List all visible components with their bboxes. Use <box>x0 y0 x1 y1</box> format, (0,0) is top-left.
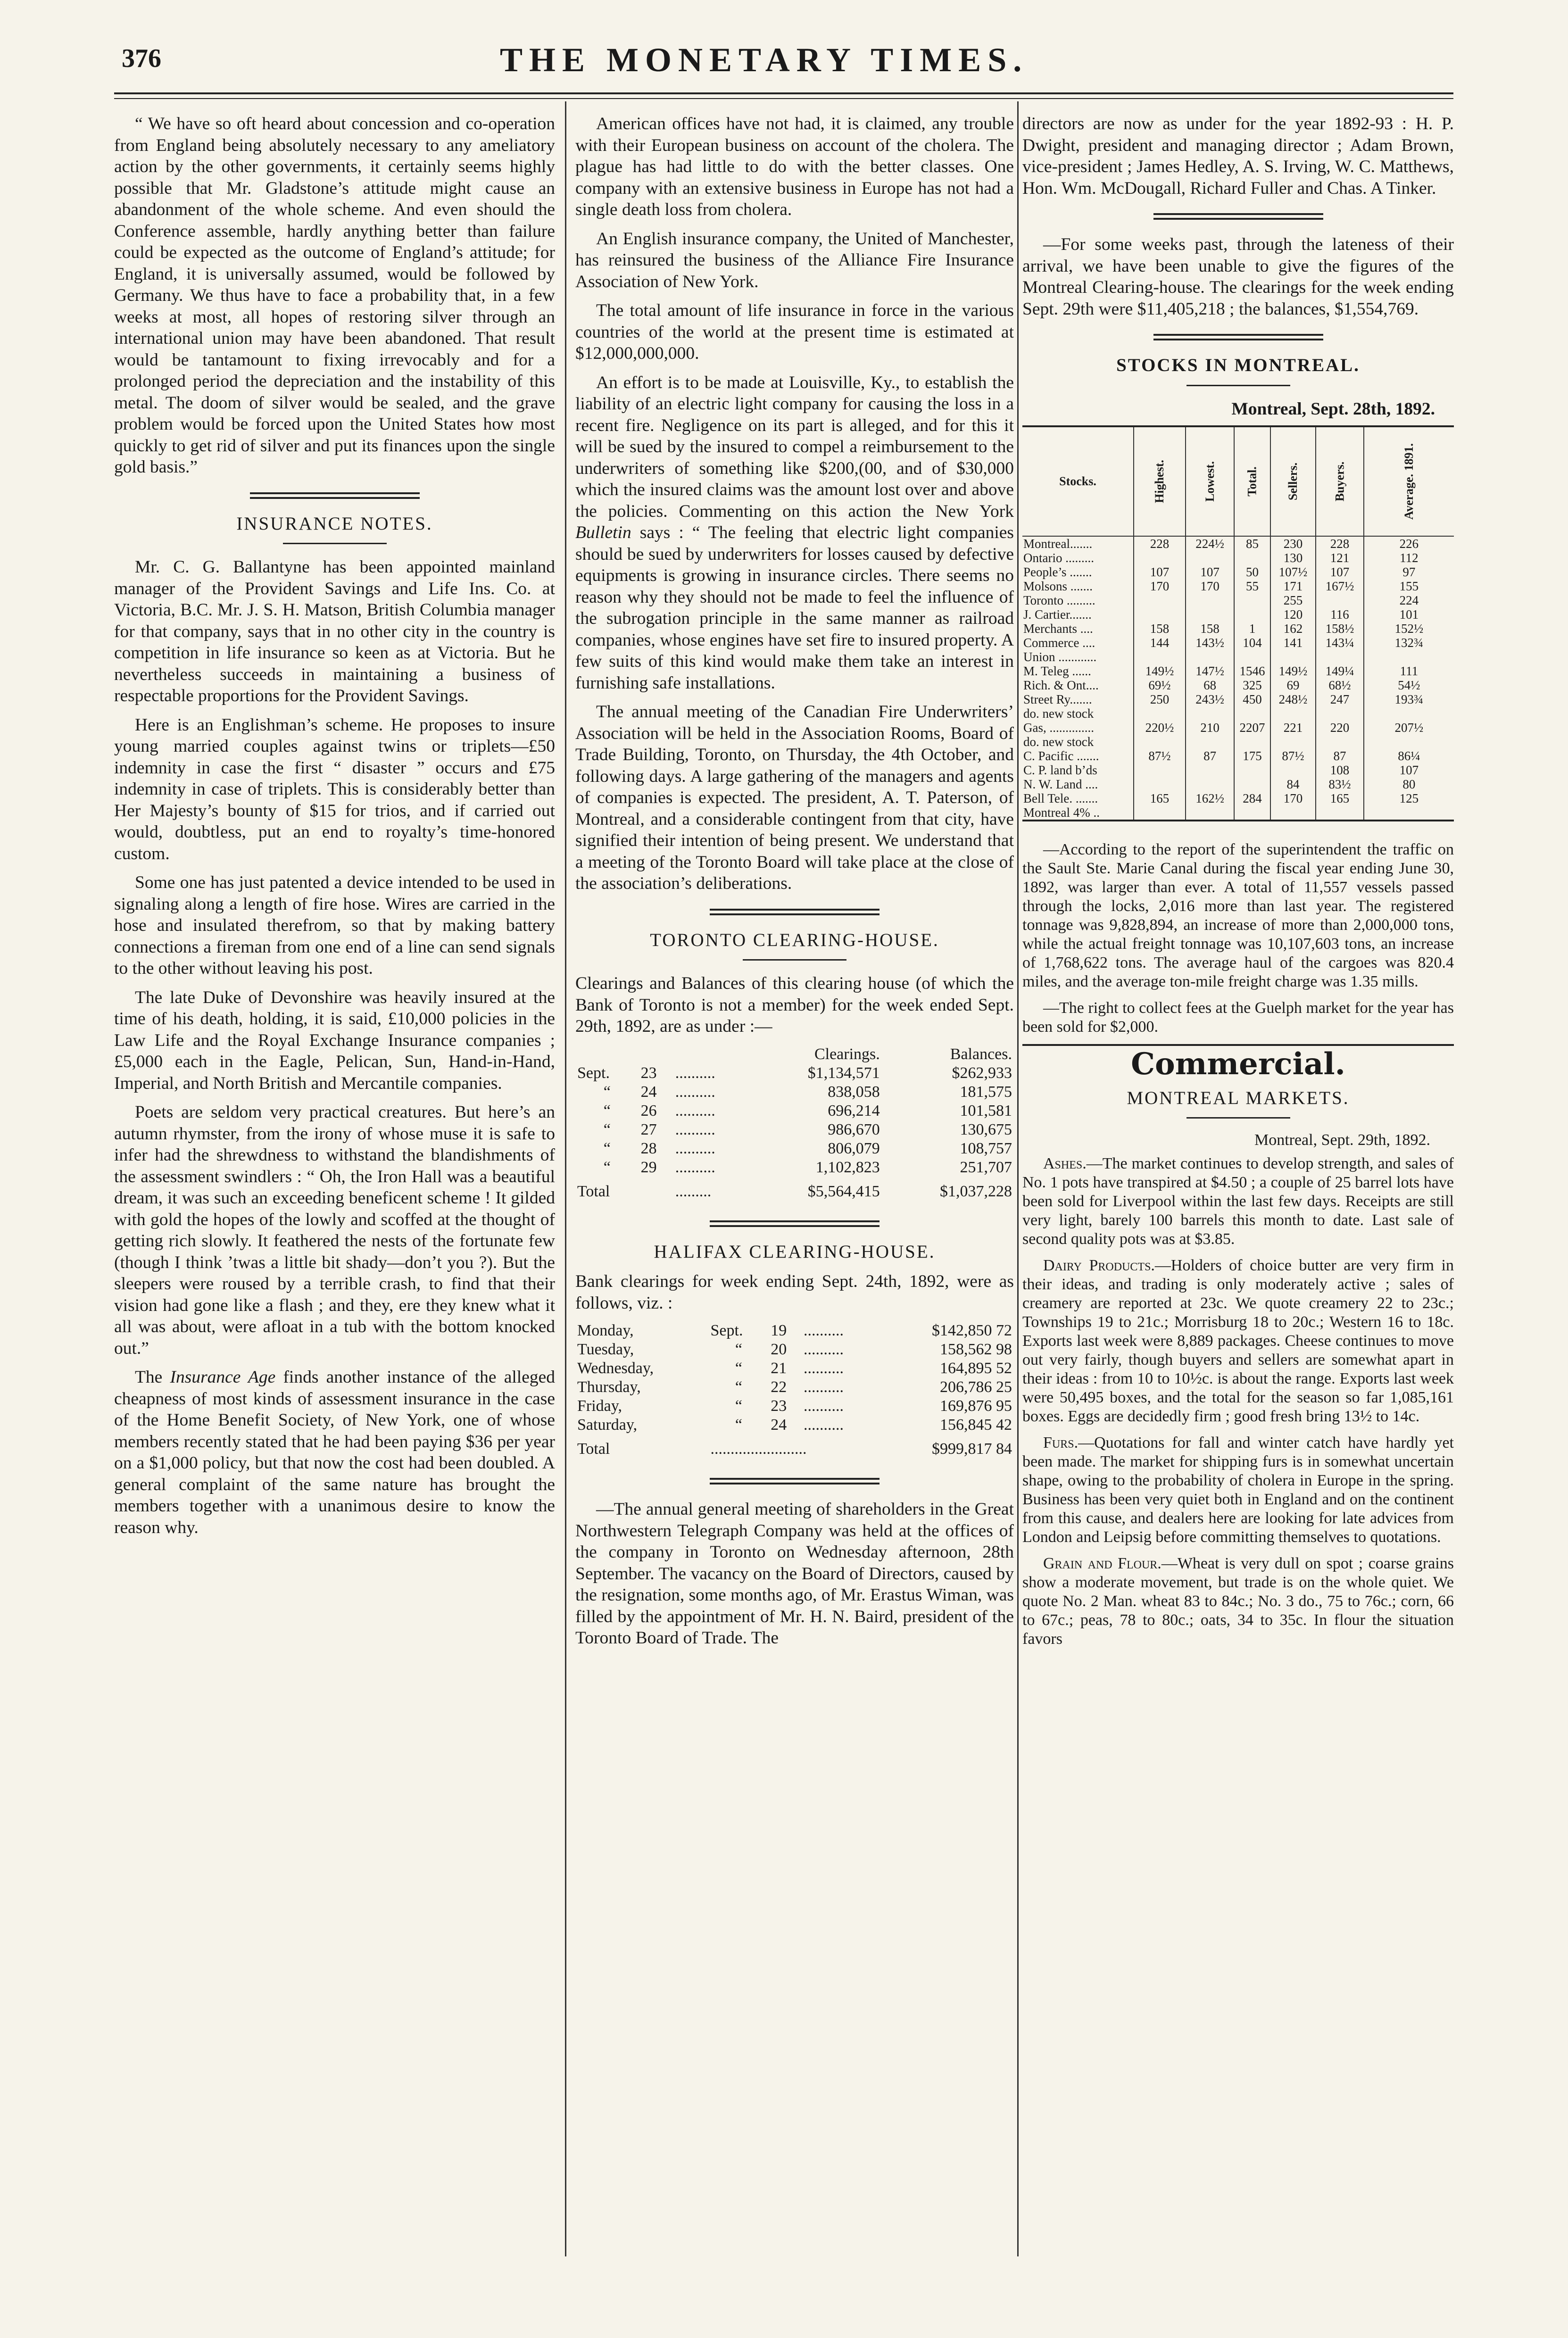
stock-value: 250 <box>1134 692 1186 706</box>
stock-value: 149½ <box>1134 664 1186 678</box>
stock-value <box>1186 777 1234 791</box>
stock-value <box>1134 706 1186 721</box>
united-manchester-paragraph: An English insurance company, the United of Manchester, has reinsured the business of the Alliance Fire Insurance Association of New York. <box>575 229 1014 291</box>
stock-name: Ontario ......... <box>1023 551 1094 565</box>
stock-value: 143¼ <box>1316 636 1364 650</box>
header-highest: Highest. <box>1134 426 1186 536</box>
stock-value: 158 <box>1186 622 1234 636</box>
stock-value: 450 <box>1234 692 1270 706</box>
section-divider <box>710 1220 879 1227</box>
stock-value: 325 <box>1234 678 1270 692</box>
stock-value: 97 <box>1364 565 1454 579</box>
stock-value: 165 <box>1134 791 1186 805</box>
table-row: Saturday, “ 24 .......... 156,845 42 <box>577 1416 1012 1434</box>
stock-value: 112 <box>1364 551 1454 565</box>
stock-value: 87 <box>1316 749 1364 763</box>
table-row: Friday, “ 23 .......... 169,876 95 <box>577 1397 1012 1415</box>
stock-value: 170 <box>1270 791 1316 805</box>
column-1 <box>114 113 555 1546</box>
table-row: “ 26 .......... 696,214 101,581 <box>603 1102 1012 1119</box>
stock-value <box>1234 650 1270 664</box>
stock-value: 170 <box>1134 579 1186 593</box>
stock-value <box>1186 607 1234 622</box>
stock-value: 2207 <box>1234 721 1270 735</box>
markets-dateline: Montreal, Sept. 29th, 1892. <box>1254 1131 1430 1149</box>
stock-value <box>1316 735 1364 749</box>
page-number: 376 <box>122 44 161 73</box>
stock-value <box>1186 706 1234 721</box>
stock-value: 149¼ <box>1316 664 1364 678</box>
louisville-paragraph: An effort is to be made at Louisville, Ky., to establish the liability of an electric light company for causing the loss in a recent fire. Negligence on its part is alleged, and for this it will be sued by the insured to compel a reimbursement to the underwriters of something like $200,(00, and of $30,000 which the insured claims was the amount lost over and above the policies. Commenting on this action the New York Bulletin says : “ The feeling that electric light companies should be sued by underwriters for losses caused by defective equipments is growing in insurance circles. There seems no reason why they should not be made to feel the influence of the subrogation principle in the same manner as railroad companies, whose engines have set fire to insured property. A few suits of this kind would make them take an interest in furnishing safe installations. <box>575 373 1014 693</box>
stock-value: 175 <box>1234 749 1270 763</box>
stock-value <box>1270 735 1316 749</box>
stock-value <box>1134 735 1186 749</box>
stock-value <box>1134 551 1186 565</box>
stock-value <box>1316 805 1364 821</box>
toronto-clearing-heading: TORONTO CLEARING-HOUSE. <box>650 929 939 950</box>
header-average: Average. 1891. <box>1364 426 1454 536</box>
stock-value: 87½ <box>1270 749 1316 763</box>
ashes-paragraph: Ashes.—The market continues to develop strength, and sales of No. 1 pots have transpired at $4.50 ; a couple of 25 barrel lots have been sold for Liverpool within the last few days. Receipts are still very light, barely 100 barrels this month to date. Last sale of second quality pots was at $3.85. <box>1022 1155 1454 1248</box>
stock-value: 149½ <box>1270 664 1316 678</box>
stock-value <box>1134 607 1186 622</box>
heading-rule <box>1186 1117 1290 1119</box>
montreal-clearing-paragraph: —For some weeks past, through the lateness of their arrival, we have been unable to give the figures of the Montreal Clearing-house. The clearings for the week ending Sept. 29th were $11,405,218 ; the balances, $1,554,769. <box>1022 235 1454 319</box>
stock-value: 144 <box>1134 636 1186 650</box>
stocks-row <box>1022 791 1454 805</box>
stocks-row <box>1022 607 1454 622</box>
stock-value: 147½ <box>1186 664 1234 678</box>
table-row: “ 29 .......... 1,102,823 251,707 <box>603 1158 1012 1176</box>
stock-value <box>1186 805 1234 821</box>
stocks-row <box>1022 805 1454 821</box>
stock-value <box>1234 805 1270 821</box>
section-divider <box>710 1478 879 1484</box>
stock-value: 255 <box>1270 593 1316 607</box>
stocks-row <box>1022 735 1454 749</box>
stock-value: 125 <box>1364 791 1454 805</box>
stock-value: 55 <box>1234 579 1270 593</box>
stock-name: Montreal....... <box>1023 537 1093 551</box>
stock-value <box>1186 593 1234 607</box>
stock-value <box>1234 551 1270 565</box>
table-row: Tuesday, “ 20 .......... 158,562 98 <box>577 1341 1012 1358</box>
section-divider <box>710 909 879 915</box>
header-total: Total. <box>1234 426 1270 536</box>
stock-value: 108 <box>1316 763 1364 777</box>
stock-value: 220 <box>1316 721 1364 735</box>
stock-name: Gas, .............. <box>1023 721 1094 735</box>
stock-value <box>1234 593 1270 607</box>
stock-value: 50 <box>1234 565 1270 579</box>
stock-name: N. W. Land .... <box>1023 777 1098 791</box>
table-row: Sept. 23 .......... $1,134,571 $262,933 <box>577 1064 1012 1082</box>
stock-value: 158½ <box>1316 622 1364 636</box>
stock-value <box>1364 805 1454 821</box>
ballantyne-paragraph: Mr. C. G. Ballantyne has been appointed mainland manager of the Provident Savings and Life Ins. Co. at Victoria, B.C. Mr. J. S. H. Matson, British Columbia manager for that company, says that in no other city in the country is competition in life insurance so keen as at Victoria. But he nevertheless succeeds in maintaining a business of respectable proportions for the Provident Savings. <box>114 557 555 705</box>
stock-value <box>1234 706 1270 721</box>
stocks-table <box>1022 425 1454 821</box>
stock-value: 193¾ <box>1364 692 1454 706</box>
stocks-row <box>1022 551 1454 565</box>
toronto-clearing-table <box>575 1045 1014 1206</box>
stocks-row <box>1022 763 1454 777</box>
clearings-column-header: Clearings. <box>814 1045 880 1063</box>
fire-hose-paragraph: Some one has just patented a device intended to be used in signaling along a length of fire hose. Wires are carried in the hose and insulated therefrom, so that by making battery connections a fireman from one end of a line can send signals to the other without leaving his post. <box>114 873 555 978</box>
stocks-row <box>1022 536 1454 551</box>
stock-value: 85 <box>1234 536 1270 551</box>
stock-value: 248½ <box>1270 692 1316 706</box>
stock-value: 210 <box>1186 721 1234 735</box>
dairy-paragraph: Dairy Products.—Holders of choice butter are very firm in their ideas, and trading is only moderately active ; sales of creamery are reported at 23c. We quote creamery 22 to 23c.; Townships 19 to 21c.; Morrisburg 18 to 20c.; Western 16 to 18c. Exports last week were 8,889 packages. Cheese continues to move out very fairly, though buyers and sellers are somewhat apart in their ideas : from 10 to 10½c. is about the range. Exports last week were 50,495 boxes, and the total for the season so far 1,085,161 boxes. Eggs are decidedly firm ; good fresh bring 13½ to 14c. <box>1022 1257 1454 1425</box>
stock-value: 54½ <box>1364 678 1454 692</box>
stock-value: 243½ <box>1186 692 1234 706</box>
table-row: “ 27 .......... 986,670 130,675 <box>603 1120 1012 1138</box>
cholera-paragraph: American offices have not had, it is claimed, any trouble with their European business on account of the cholera. The plague has had little to do with the better classes. One company with an extensive business in Europe has not had a single death loss from cholera. <box>575 114 1014 219</box>
stocks-row <box>1022 749 1454 763</box>
halifax-clearing-table <box>575 1321 1014 1464</box>
stock-value <box>1234 735 1270 749</box>
table-total-row: Total ........................ $999,817 84 <box>577 1440 1012 1458</box>
stock-value: 116 <box>1316 607 1364 622</box>
stock-name: C. P. land b’ds <box>1023 763 1097 777</box>
stock-value: 171 <box>1270 579 1316 593</box>
insurance-notes-heading: INSURANCE NOTES. <box>236 513 433 534</box>
stock-name: J. Cartier....... <box>1023 607 1092 622</box>
stock-value: 158 <box>1134 622 1186 636</box>
stock-name: Merchants .... <box>1023 622 1093 636</box>
table-total-row: Total ......... $5,564,415 $1,037,228 <box>577 1182 1012 1200</box>
stock-value <box>1234 763 1270 777</box>
commercial-rule <box>1022 1044 1454 1046</box>
header-sellers: Sellers. <box>1270 426 1316 536</box>
stock-value <box>1234 777 1270 791</box>
stock-value: 101 <box>1364 607 1454 622</box>
stock-value: 68 <box>1186 678 1234 692</box>
toronto-clearing-intro: Clearings and Balances of this clearing house (of which the Bank of Toronto is not a member) for the week ended Sept. 29th, 1892, are as under :— <box>575 974 1014 1036</box>
stock-name: Toronto ......... <box>1023 593 1095 607</box>
stock-value: 165 <box>1316 791 1364 805</box>
stock-value: 224½ <box>1186 536 1234 551</box>
stock-value: 220½ <box>1134 721 1186 735</box>
silver-quote-paragraph: “ We have so oft heard about concession and co-operation from England being absolutely necessary to any ameliatory action by the other governments, it certainly seems highly possible that Mr. Gladstone’s attitude might cause an abandonment of the whole scheme. And even should the Conference assemble, hardly anything better than failure could be expected as the outcome of England’s attitude; for England, it is universally assumed, would be followed by Germany. We thus have to face a probability that, in a few weeks at most, all hopes of restoring silver through an international union may have been abandoned. That result would be tantamount to fixing irrevocably and for a prolonged period the depreciation and the instability of this metal. The doom of silver would be sealed, and the grave problem would be forced upon the United States how most quickly to get rid of silver and put its finances upon the single gold basis.” <box>114 114 555 477</box>
masthead-title: THE MONETARY TIMES. <box>500 41 1029 79</box>
stock-value: 1 <box>1234 622 1270 636</box>
guelph-market-paragraph: —The right to collect fees at the Guelph market for the year has been sold for $2,000. <box>1022 999 1454 1036</box>
column-2 <box>575 113 1014 1657</box>
column-3 <box>1022 113 1454 1656</box>
stock-value: 121 <box>1316 551 1364 565</box>
stock-value: 80 <box>1364 777 1454 791</box>
stocks-row <box>1022 692 1454 706</box>
stock-value: 104 <box>1234 636 1270 650</box>
stock-value <box>1186 763 1234 777</box>
insurance-age-paragraph: The Insurance Age finds another instance of the alleged cheapness of most kinds of assessment insurance in the case of the Home Benefit Society, of New York, one of whose members recently stated that he had been paying $36 per year on a $1,000 policy, but that now the cost had been doubled. A general complaint of the same nature has brought the members together with a unanimous desire to know the reason why. <box>114 1368 555 1537</box>
grain-paragraph: Grain and Flour.—Wheat is very dull on spot ; coarse grains show a moderate movement, but trade is on the whole quiet. We quote No. 2 Man. wheat 83 to 84c.; No. 3 do., 75 to 76c.; corn, 66 to 67c.; peas, 78 to 80c.; oats, 34 to 35c. In flour the situation favors <box>1022 1555 1454 1648</box>
section-divider <box>1153 213 1323 220</box>
stock-value: 86¼ <box>1364 749 1454 763</box>
stock-value <box>1186 735 1234 749</box>
stock-value: 130 <box>1270 551 1316 565</box>
stock-value <box>1134 650 1186 664</box>
stock-name: Street Ry....... <box>1023 692 1092 706</box>
stocks-row <box>1022 777 1454 791</box>
stock-value <box>1270 650 1316 664</box>
stock-value <box>1270 805 1316 821</box>
stock-name: Rich. & Ont.... <box>1023 678 1099 692</box>
stock-value: 224 <box>1364 593 1454 607</box>
table-row: Monday, Sept. 19 .......... $142,850 72 <box>577 1322 1012 1339</box>
column-divider-2 <box>1017 101 1019 2256</box>
stock-value: 143½ <box>1186 636 1234 650</box>
heading-rule <box>283 543 387 544</box>
stock-value <box>1364 650 1454 664</box>
stock-name: Bell Tele. ....... <box>1023 791 1098 805</box>
stock-value: 107 <box>1316 565 1364 579</box>
column-divider-1 <box>565 101 566 2256</box>
balances-column-header: Balances. <box>950 1045 1012 1063</box>
stock-value: 84 <box>1270 777 1316 791</box>
masthead-rule-top <box>114 92 1453 94</box>
stock-value: 162 <box>1270 622 1316 636</box>
stock-value: 226 <box>1364 536 1454 551</box>
table-row: Wednesday, “ 21 .......... 164,895 52 <box>577 1360 1012 1377</box>
stock-value <box>1316 650 1364 664</box>
stocks-row <box>1022 678 1454 692</box>
stock-value: 87½ <box>1134 749 1186 763</box>
heading-rule <box>1186 385 1290 386</box>
stocks-row <box>1022 650 1454 664</box>
stocks-row <box>1022 579 1454 593</box>
stock-value <box>1134 777 1186 791</box>
montreal-markets-heading: MONTREAL MARKETS. <box>1127 1087 1350 1108</box>
stock-name: do. new stock <box>1023 735 1094 749</box>
stock-value: 111 <box>1364 664 1454 678</box>
stock-value <box>1364 706 1454 721</box>
stocks-row <box>1022 636 1454 650</box>
stocks-row <box>1022 706 1454 721</box>
stock-value: 87 <box>1186 749 1234 763</box>
stock-value: 107 <box>1186 565 1234 579</box>
stocks-header-row <box>1022 426 1454 536</box>
stock-value: 155 <box>1364 579 1454 593</box>
commercial-heading: Commercial. <box>1131 1046 1345 1082</box>
stock-name: C. Pacific ....... <box>1023 749 1099 763</box>
section-divider <box>250 492 420 499</box>
stock-value: 107 <box>1364 763 1454 777</box>
publication-name: Insurance Age <box>170 1368 276 1387</box>
stocks-row <box>1022 721 1454 735</box>
halifax-clearing-intro: Bank clearings for week ending Sept. 24th, 1892, were as follows, viz. : <box>575 1272 1014 1313</box>
stock-value <box>1186 551 1234 565</box>
stock-value: 107½ <box>1270 565 1316 579</box>
fire-underwriters-paragraph: The annual meeting of the Canadian Fire Underwriters’ Association will be held in the Association Rooms, Board of Trade Building, Toronto, on Thursday, the 4th October, and following days. A large gathering of the managers and agents of companies is expected. The president, A. T. Paterson, of Montreal, and a considerable contingent from that city, have signified their intention of being present. We understand that a meeting of the Toronto Board will take place at the close of the association’s deliberations. <box>575 702 1014 893</box>
englishman-scheme-paragraph: Here is an Englishman’s scheme. He proposes to insure young married couples against twins or triplets—£50 indemnity in case the first “ disaster ” occurs and £75 indemnity in case of triplets. This is considerably better than Her Majesty’s bounty of $15 for trios, and if carried out would, doubtless, put an end to royalty’s time-honored custom. <box>114 715 555 863</box>
stock-value: 167½ <box>1316 579 1364 593</box>
stock-name: Union ............ <box>1023 650 1097 664</box>
directors-paragraph: directors are now as under for the year 1892-93 : H. P. Dwight, president and managing director ; Adam Brown, vice-president ; James Hedley, A. S. Irving, W. C. Matthews, Hon. Wm. McDougall, Richard Fuller and Chas. A Tinker. <box>1022 114 1454 198</box>
stocks-dateline: Montreal, Sept. 28th, 1892. <box>1231 399 1435 419</box>
stock-value: 207½ <box>1364 721 1454 735</box>
stock-name: Commerce .... <box>1023 636 1095 650</box>
stock-name: Montreal 4% .. <box>1023 805 1100 820</box>
table-row: Thursday, “ 22 .......... 206,786 25 <box>577 1378 1012 1396</box>
publication-name: Bulletin <box>575 523 631 542</box>
table-row: “ 28 .......... 806,079 108,757 <box>603 1139 1012 1157</box>
stock-value: 228 <box>1316 536 1364 551</box>
table-row: “ 24 .......... 838,058 181,575 <box>603 1083 1012 1101</box>
stock-name: Molsons ....... <box>1023 579 1093 593</box>
stock-value <box>1364 735 1454 749</box>
stock-name: People’s ....... <box>1023 565 1092 579</box>
stock-value <box>1270 706 1316 721</box>
stock-value <box>1134 593 1186 607</box>
poets-paragraph: Poets are seldom very practical creatures. But here’s an autumn rhymster, from the irony of whose muse it is safe to infer had the shrewdness to withstand the blandishments of the assessment swindlers : “ Oh, the Iron Hall was a beautiful dream, it was such an exceeding beneficent scheme ! It gilded with gold the hopes of the lowly and scoffed at the thought of getting rich slowly. It feathered the nests of the fortunate few (though I think ’twas a little bit shady—don’t you ?). But the sleepers were roused by a terrible crash, to find that their vision had gone like a flash ; and they, ere they knew what it all was about, were afloat in a tub with the bottom knocked out.” <box>114 1103 555 1358</box>
stock-value: 152½ <box>1364 622 1454 636</box>
stock-value: 170 <box>1186 579 1234 593</box>
stock-value <box>1316 593 1364 607</box>
stock-value: 221 <box>1270 721 1316 735</box>
stock-value <box>1186 650 1234 664</box>
stock-value: 107 <box>1134 565 1186 579</box>
stocks-heading: STOCKS IN MONTREAL. <box>1116 355 1360 375</box>
stock-value <box>1134 763 1186 777</box>
stock-value: 69½ <box>1134 678 1186 692</box>
halifax-clearing-heading: HALIFAX CLEARING-HOUSE. <box>654 1241 936 1262</box>
stocks-row <box>1022 664 1454 678</box>
header-buyers: Buyers. <box>1316 426 1364 536</box>
stock-value: 132¾ <box>1364 636 1454 650</box>
stock-value <box>1234 607 1270 622</box>
stock-value: 141 <box>1270 636 1316 650</box>
stock-value: 162½ <box>1186 791 1234 805</box>
stock-value: 69 <box>1270 678 1316 692</box>
stock-value: 68½ <box>1316 678 1364 692</box>
heading-rule <box>743 959 846 961</box>
masthead-rule-bottom <box>114 98 1453 99</box>
life-insurance-total-paragraph: The total amount of life insurance in force in the various countries of the world at the present time is estimated at $12,000,000,000. <box>575 301 1014 363</box>
header-lowest: Lowest. <box>1186 426 1234 536</box>
stock-value: 230 <box>1270 536 1316 551</box>
sault-canal-paragraph: —According to the report of the superintendent the traffic on the Sault Ste. Marie Canal during the fiscal year ending June 30, 1892, was larger than ever. A total of 11,557 vessels passed through the locks, 2,016 more than last year. The registered tonnage was 9,828,894, an increase of more than 2,000,000 tons, while the actual freight tonnage was 10,107,603 tons, an increase of 1,768,622 tons. The average haul of the cargoes was 820.4 miles, and the average ton-mile freight charge was 1.35 mills. <box>1022 841 1454 990</box>
stock-value: 247 <box>1316 692 1364 706</box>
stocks-row <box>1022 622 1454 636</box>
stocks-row <box>1022 593 1454 607</box>
section-divider <box>1153 334 1323 340</box>
stocks-row <box>1022 565 1454 579</box>
stock-value <box>1316 706 1364 721</box>
stock-value <box>1270 763 1316 777</box>
furs-paragraph: Furs.—Quotations for fall and winter catch have hardly yet been made. The market for shipping furs is in somewhat uncertain shape, owing to the probability of cholera in Europe in the spring. Business has been very quiet both in England and on the continent from this cause, and dealers here are looking for late advices from London and Leipsig before committing themselves to quotations. <box>1022 1434 1454 1546</box>
telegraph-meeting-paragraph: —The annual general meeting of shareholders in the Great Northwestern Telegraph Company was held at the offices of the company in Toronto on Wednesday afternoon, 28th September. The vacancy on the Board of Directors, caused by the resignation, some months ago, of Mr. Erastus Wiman, was filled by the appointment of Mr. H. N. Baird, president of the Toronto Board of Trade. The <box>575 1500 1014 1648</box>
duke-devonshire-paragraph: The late Duke of Devonshire was heavily insured at the time of his death, holding, it is said, £10,000 policies in the Law Life and the Royal Exchange Insurance companies ; £5,000 each in the Eagle, Pelican, Sun, Hand-in-Hand, Imperial, and North British and Mercantile companies. <box>114 987 555 1093</box>
stock-value <box>1134 805 1186 821</box>
stock-value: 83½ <box>1316 777 1364 791</box>
stock-value: 284 <box>1234 791 1270 805</box>
stock-value: 120 <box>1270 607 1316 622</box>
stock-value: 1546 <box>1234 664 1270 678</box>
stock-name: do. new stock <box>1023 706 1094 721</box>
stock-value: 228 <box>1134 536 1186 551</box>
stock-name: M. Teleg ...... <box>1023 664 1091 678</box>
header-stocks: Stocks. <box>1022 426 1134 536</box>
